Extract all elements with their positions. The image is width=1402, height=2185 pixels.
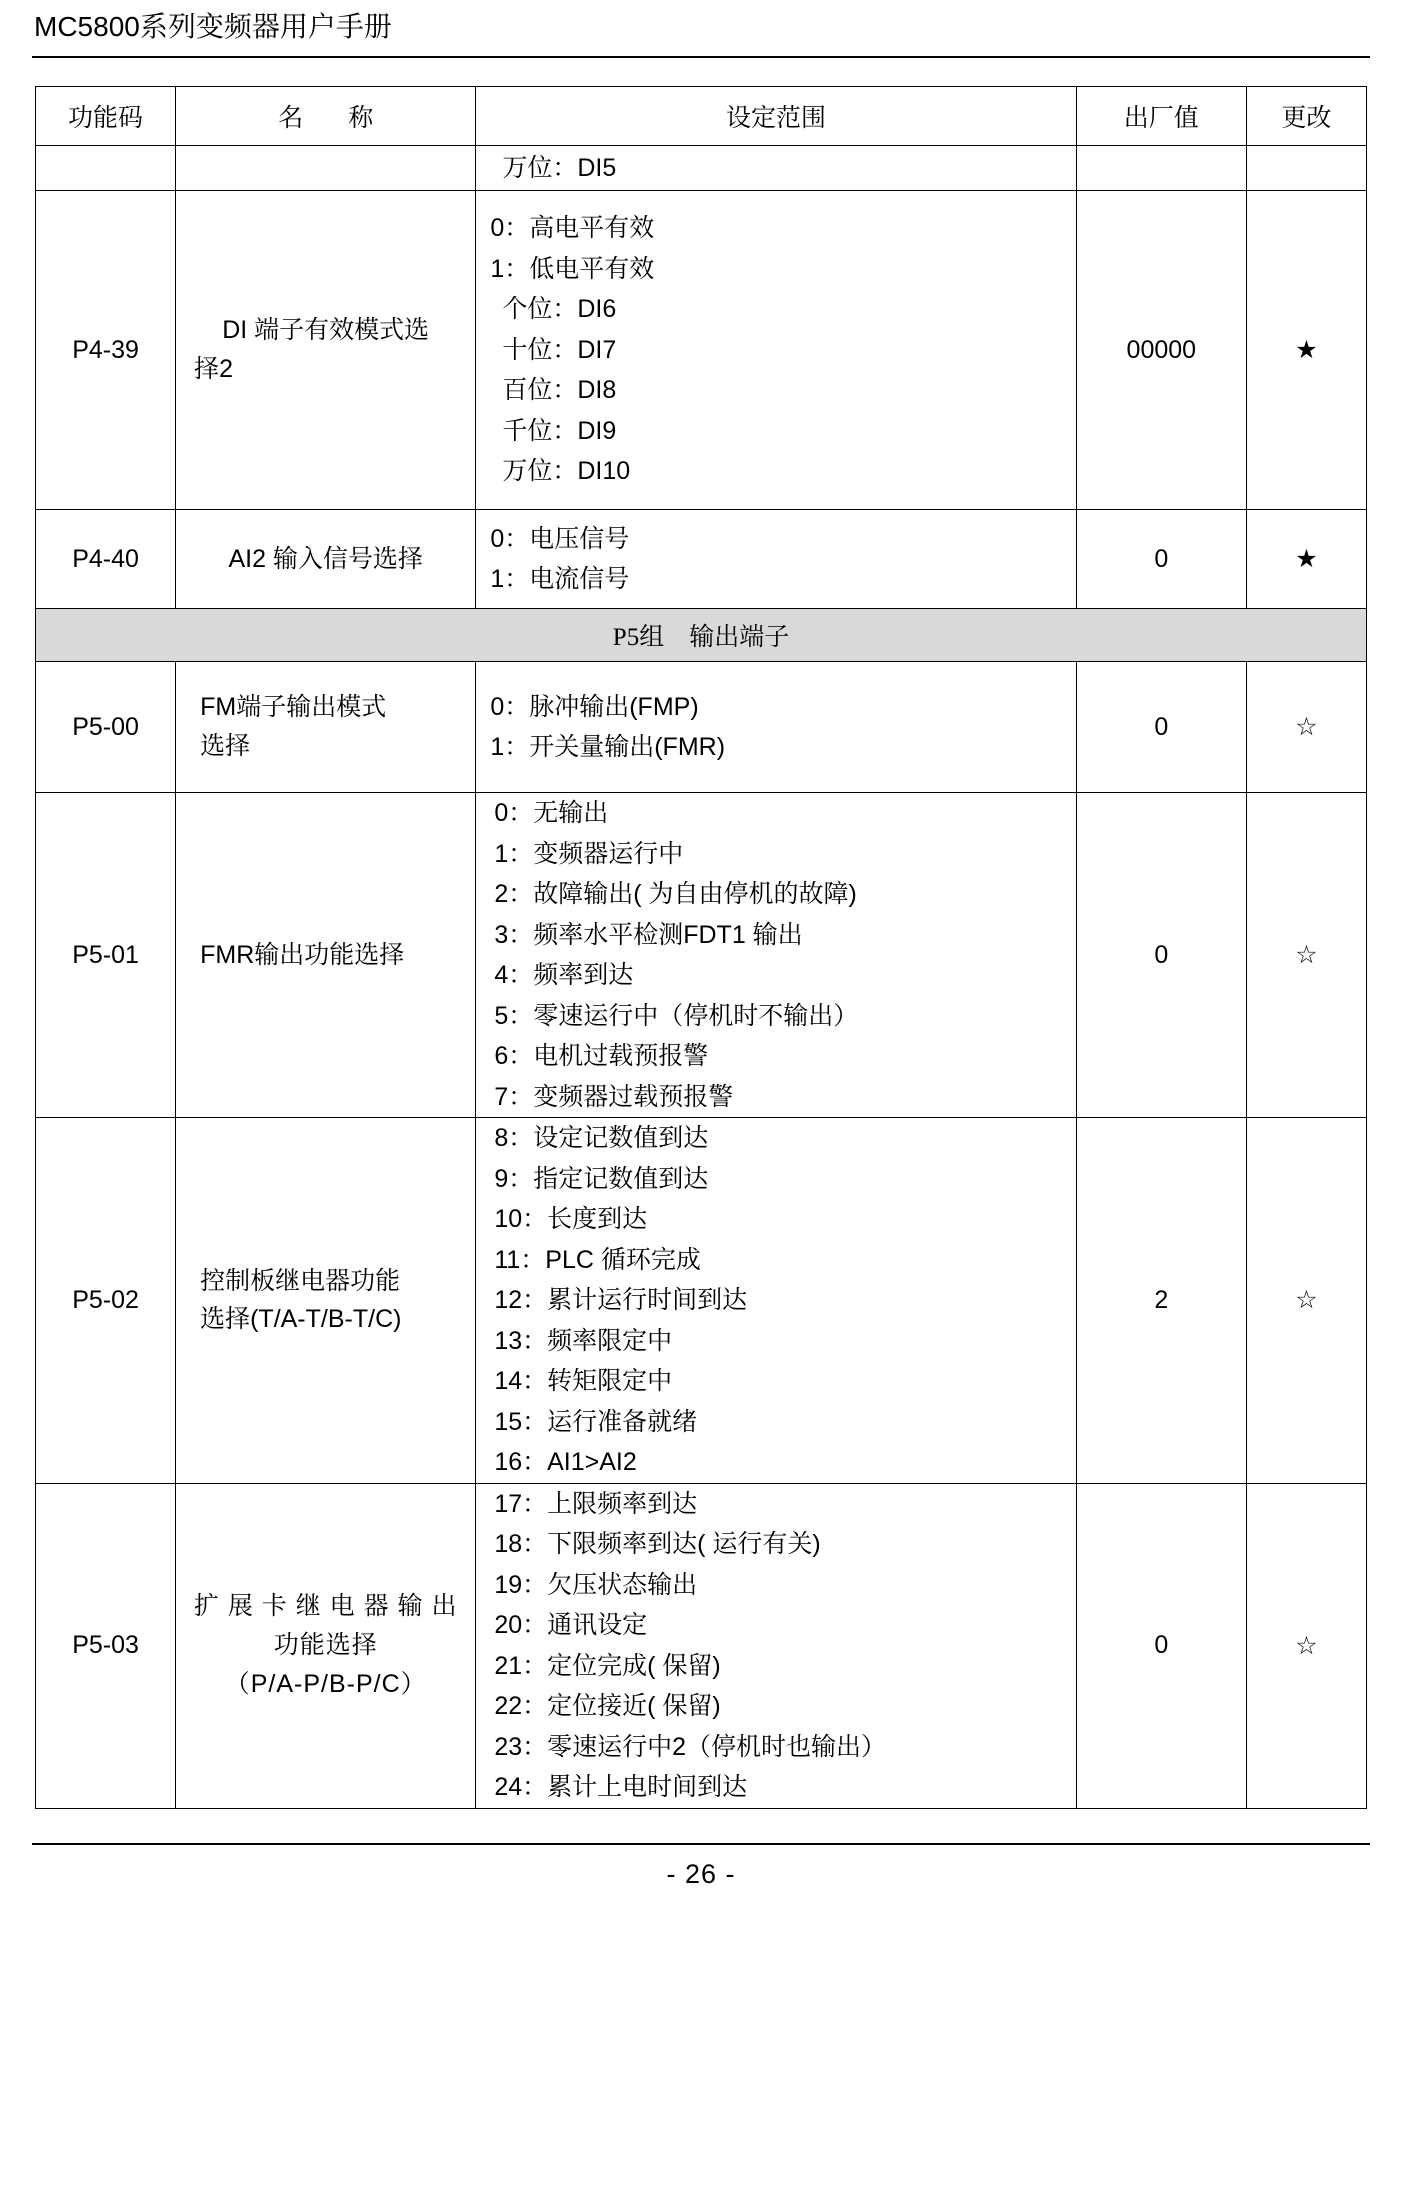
cell-change: ☆	[1246, 1118, 1366, 1484]
table-row	[36, 1118, 1367, 1484]
cell-code: P5-02	[36, 1118, 176, 1484]
range-line: 7：变频器过载预报警	[494, 1082, 734, 1111]
range-line: 10：长度到达	[494, 1205, 648, 1233]
range-line: 17：上限频率到达	[494, 1489, 698, 1518]
cell-range	[476, 1118, 1076, 1484]
cell-code	[36, 146, 176, 191]
cell-code: P5-01	[36, 793, 176, 1118]
cell-name: 控制板继电器功能 选择(T/A-T/B-T/C)	[176, 1118, 476, 1484]
table-body	[36, 146, 1367, 1809]
range-line: 24：累计上电时间到达	[494, 1773, 748, 1801]
column-header-name: 名 称	[176, 87, 476, 146]
cell-default: 0	[1076, 1483, 1246, 1808]
range-line: 16：AI1>AI2	[494, 1448, 637, 1476]
cell-change: ☆	[1246, 1483, 1366, 1808]
range-line: 18：下限频率到达( 运行有关)	[494, 1530, 821, 1558]
range-line: 5：零速运行中（停机时不输出）	[494, 1001, 859, 1030]
manual-title: MC5800系列变频器用户手册	[34, 11, 392, 42]
range-line: 百位：DI8	[502, 376, 617, 405]
table-row	[36, 146, 1367, 191]
range-line: 9：指定记数值到达	[494, 1164, 709, 1193]
range-line: 19：欠压状态输出	[494, 1570, 698, 1599]
parameter-table	[35, 86, 1367, 1809]
cell-range	[476, 1483, 1076, 1808]
range-line: 1：低电平有效	[490, 254, 655, 283]
range-line: 12：累计运行时间到达	[494, 1286, 748, 1314]
page-footer	[30, 1845, 1372, 1890]
cell-code: P4-40	[36, 510, 176, 609]
range-line: 14：转矩限定中	[494, 1367, 673, 1395]
range-line: 13：频率限定中	[494, 1326, 673, 1355]
range-line: 22：定位接近( 保留)	[494, 1692, 721, 1720]
cell-default: 0	[1076, 510, 1246, 609]
table-row	[36, 662, 1367, 793]
range-line: 15：运行准备就绪	[494, 1407, 698, 1436]
cell-default: 00000	[1076, 191, 1246, 510]
range-line: 4：频率到达	[494, 961, 634, 989]
range-line: 1：开关量输出(FMR)	[490, 733, 726, 761]
cell-range	[476, 510, 1076, 609]
cell-default	[1076, 146, 1246, 191]
column-header-change: 更改	[1246, 87, 1366, 146]
table-header-row	[36, 87, 1367, 146]
cell-range	[476, 191, 1076, 510]
range-line: 1：变频器运行中	[494, 839, 684, 868]
column-header-range: 设定范围	[476, 87, 1076, 146]
table-row	[36, 1483, 1367, 1808]
group-header-row	[36, 609, 1367, 662]
cell-range	[476, 146, 1076, 191]
table-row	[36, 510, 1367, 609]
cell-name: DI 端子有效模式选 择2	[176, 191, 476, 510]
range-line: 0：脉冲输出(FMP)	[490, 692, 699, 721]
cell-code: P4-39	[36, 191, 176, 510]
cell-code: P5-03	[36, 1483, 176, 1808]
cell-change: ☆	[1246, 662, 1366, 793]
range-line: 20：通讯设定	[494, 1611, 648, 1639]
cell-range	[476, 793, 1076, 1118]
range-line: 3：频率水平检测FDT1 输出	[494, 920, 803, 949]
cell-change	[1246, 146, 1366, 191]
cell-name: FM端子输出模式 选择	[176, 662, 476, 793]
cell-name: 扩 展 卡 继 电 器 输 出 功能选择 （P/A-P/B-P/C）	[176, 1483, 476, 1808]
cell-default: 0	[1076, 793, 1246, 1118]
header-divider	[32, 56, 1370, 58]
range-line: 8：设定记数值到达	[494, 1124, 709, 1152]
cell-name: FMR输出功能选择	[176, 793, 476, 1118]
column-header-code: 功能码	[36, 87, 176, 146]
table-row	[36, 191, 1367, 510]
range-line: 1：电流信号	[490, 565, 630, 593]
page-header	[30, 0, 1372, 54]
cell-default: 2	[1076, 1118, 1246, 1484]
range-line: 21：定位完成( 保留)	[494, 1651, 721, 1680]
range-line: 23：零速运行中2（停机时也输出）	[494, 1732, 887, 1761]
range-line: 0：高电平有效	[490, 214, 655, 243]
table-row	[36, 793, 1367, 1118]
cell-name: AI2 输入信号选择	[176, 510, 476, 609]
range-line: 0：电压信号	[490, 524, 630, 553]
column-header-default: 出厂值	[1076, 87, 1246, 146]
range-line: 十位：DI7	[502, 335, 617, 364]
cell-code: P5-00	[36, 662, 176, 793]
range-line: 6：电机过载预报警	[494, 1042, 709, 1070]
range-line: 万位：DI5	[502, 153, 617, 182]
range-line: 11：PLC 循环完成	[494, 1245, 701, 1274]
range-line: 0：无输出	[494, 799, 609, 827]
cell-change: ★	[1246, 510, 1366, 609]
page-number: - 26 -	[666, 1858, 736, 1889]
group-label: P5组 输出端子	[36, 609, 1367, 662]
cell-name	[176, 146, 476, 191]
cell-default: 0	[1076, 662, 1246, 793]
range-line: 千位：DI9	[502, 416, 617, 445]
range-line: 个位：DI6	[502, 295, 617, 324]
cell-change: ☆	[1246, 793, 1366, 1118]
range-line: 2：故障输出( 为自由停机的故障)	[494, 880, 857, 908]
cell-change: ★	[1246, 191, 1366, 510]
range-line: 万位：DI10	[502, 457, 631, 486]
cell-range	[476, 662, 1076, 793]
